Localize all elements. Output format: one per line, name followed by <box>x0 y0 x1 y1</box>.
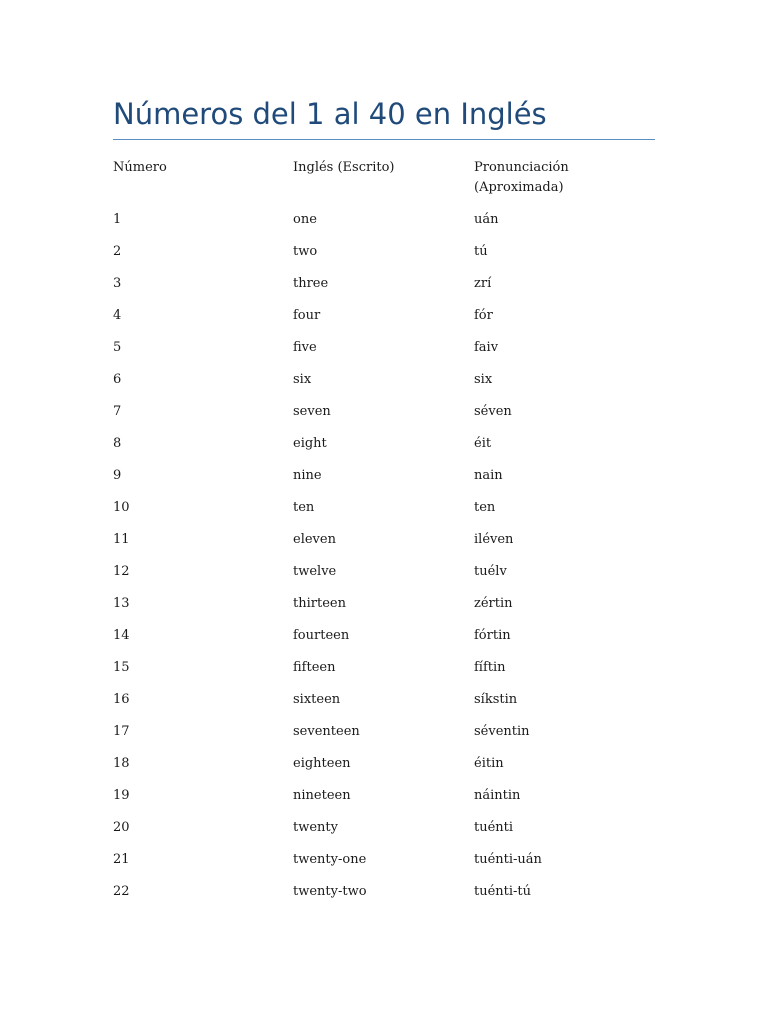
cell-english: twenty <box>293 820 338 835</box>
cell-pronunciation: zrí <box>474 276 492 291</box>
cell-number: 3 <box>113 276 122 291</box>
cell-pronunciation: tuélv <box>474 564 507 579</box>
cell-number: 10 <box>113 500 130 515</box>
cell-english: twenty-two <box>293 884 367 899</box>
table-row <box>113 530 655 562</box>
cell-number: 11 <box>113 532 130 547</box>
cell-number: 13 <box>113 596 130 611</box>
cell-english: four <box>293 308 321 323</box>
cell-number: 19 <box>113 788 130 803</box>
cell-pronunciation: náintin <box>474 788 521 803</box>
table-row <box>113 658 655 690</box>
cell-number: 5 <box>113 340 122 355</box>
cell-number: 4 <box>113 308 122 323</box>
table-row <box>113 210 655 242</box>
cell-english: twelve <box>293 564 337 579</box>
cell-pronunciation: fórtin <box>474 628 511 643</box>
cell-number: 8 <box>113 436 122 451</box>
cell-pronunciation: fór <box>474 308 493 323</box>
document-title: Números del 1 al 40 en Inglés <box>113 97 547 131</box>
cell-english: one <box>293 212 317 227</box>
cell-english: fourteen <box>293 628 350 643</box>
cell-number: 21 <box>113 852 130 867</box>
cell-number: 16 <box>113 692 130 707</box>
title-underline <box>113 139 655 140</box>
cell-pronunciation: iléven <box>474 532 514 547</box>
cell-pronunciation: ten <box>474 500 496 515</box>
cell-pronunciation: éit <box>474 436 492 451</box>
table-row <box>113 562 655 594</box>
cell-english: eight <box>293 436 327 451</box>
header-english: Inglés (Escrito) <box>293 160 395 175</box>
table-row <box>113 818 655 850</box>
header-number: Número <box>113 160 167 175</box>
cell-english: thirteen <box>293 596 346 611</box>
cell-pronunciation: faiv <box>474 340 499 355</box>
table-row <box>113 850 655 882</box>
table-row <box>113 306 655 338</box>
cell-english: two <box>293 244 318 259</box>
cell-number: 17 <box>113 724 130 739</box>
cell-english: nineteen <box>293 788 351 803</box>
cell-english: eighteen <box>293 756 351 771</box>
cell-pronunciation: tú <box>474 244 488 259</box>
cell-pronunciation: síkstin <box>474 692 518 707</box>
cell-english: three <box>293 276 329 291</box>
cell-pronunciation: séventin <box>474 724 530 739</box>
table-row <box>113 690 655 722</box>
table-row <box>113 434 655 466</box>
cell-english: nine <box>293 468 322 483</box>
header-pronunciation: Pronunciación (Aproximada) <box>474 160 569 195</box>
table-row <box>113 882 655 914</box>
cell-english: five <box>293 340 317 355</box>
table-header-row <box>113 158 655 210</box>
table-row <box>113 754 655 786</box>
cell-english: eleven <box>293 532 336 547</box>
cell-pronunciation: six <box>474 372 493 387</box>
cell-english: twenty-one <box>293 852 367 867</box>
table-row <box>113 274 655 306</box>
cell-pronunciation: uán <box>474 212 499 227</box>
table-row <box>113 626 655 658</box>
table-row <box>113 242 655 274</box>
table-row <box>113 786 655 818</box>
cell-pronunciation: zértin <box>474 596 513 611</box>
cell-pronunciation: tuénti-tú <box>474 884 532 899</box>
cell-number: 2 <box>113 244 122 259</box>
table-row <box>113 402 655 434</box>
cell-number: 15 <box>113 660 130 675</box>
table-row <box>113 338 655 370</box>
cell-english: ten <box>293 500 315 515</box>
cell-english: seventeen <box>293 724 360 739</box>
table-row <box>113 498 655 530</box>
cell-number: 20 <box>113 820 130 835</box>
cell-english: sixteen <box>293 692 341 707</box>
cell-pronunciation: fíftin <box>474 660 506 675</box>
cell-english: six <box>293 372 312 387</box>
cell-english: seven <box>293 404 331 419</box>
cell-number: 18 <box>113 756 130 771</box>
cell-pronunciation: séven <box>474 404 512 419</box>
cell-english: fifteen <box>293 660 336 675</box>
table-row <box>113 594 655 626</box>
table-row <box>113 722 655 754</box>
table-row <box>113 370 655 402</box>
cell-pronunciation: tuénti <box>474 820 514 835</box>
cell-pronunciation: nain <box>474 468 503 483</box>
cell-number: 1 <box>113 212 122 227</box>
cell-number: 22 <box>113 884 130 899</box>
cell-pronunciation: éitin <box>474 756 504 771</box>
table-row <box>113 466 655 498</box>
cell-number: 14 <box>113 628 130 643</box>
cell-pronunciation: tuénti-uán <box>474 852 542 867</box>
cell-number: 9 <box>113 468 122 483</box>
cell-number: 12 <box>113 564 130 579</box>
numbers-table <box>113 158 655 914</box>
cell-number: 6 <box>113 372 122 387</box>
cell-number: 7 <box>113 404 122 419</box>
table-body <box>113 210 655 914</box>
